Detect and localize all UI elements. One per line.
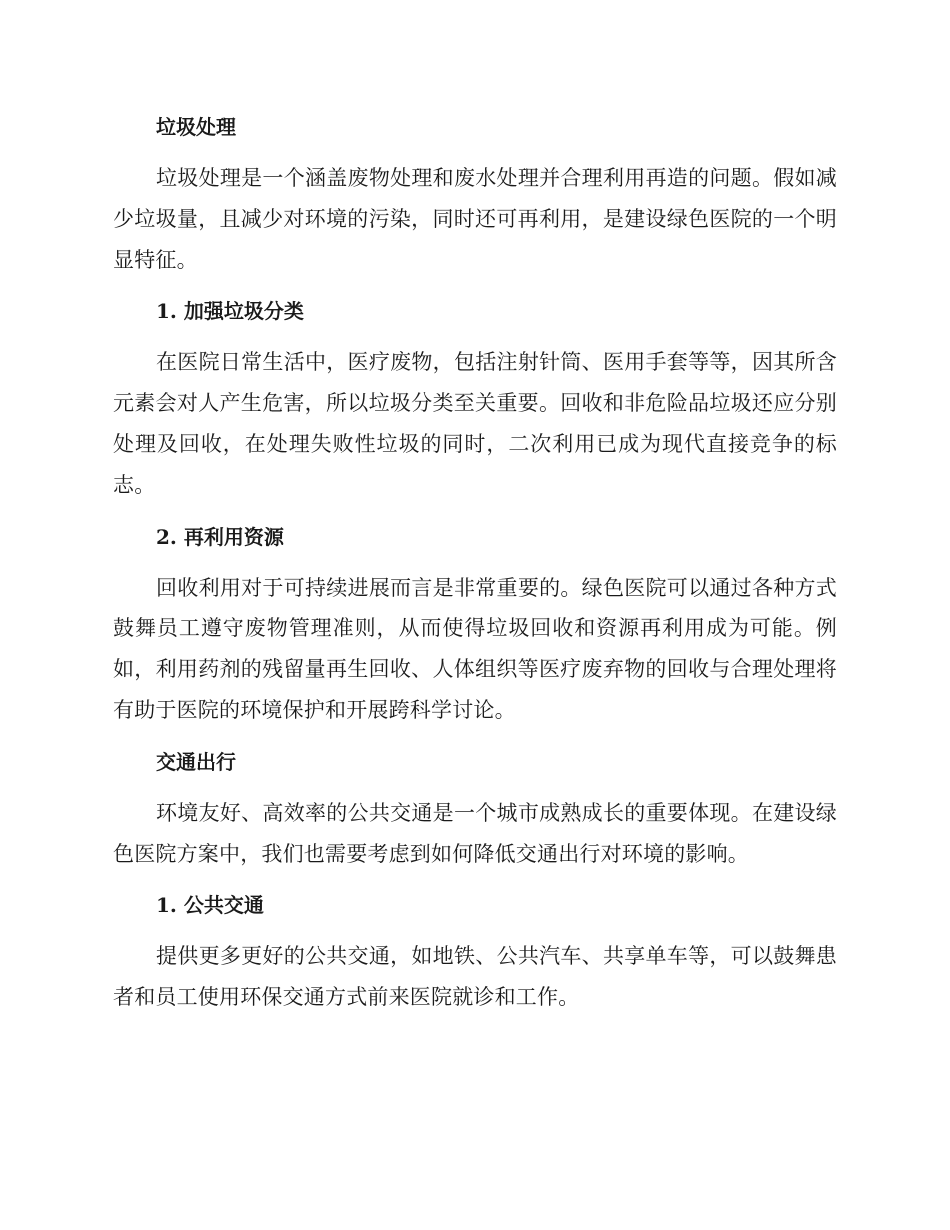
subheading-sorting: 1. 加强垃圾分类 (156, 299, 304, 324)
paragraph-waste-intro: 垃圾处理是一个涵盖废物处理和废水处理并合理利用再造的问题。假如减少垃圾量，且减少对环境的污染，同时还可再利用，是建设绿色医院的一个明显特征。 (113, 166, 837, 272)
subheading-reuse: 2. 再利用资源 (156, 524, 284, 549)
paragraph-sorting: 在医院日常生活中，医疗废物，包括注射针筒、医用手套等等，因其所含元素会对人产生危害，所以垃圾分类至关重要。回收和非危险品垃圾还应分别处理及回收，在处理失败性垃圾的同时，二次利用已成为现代直接竞争的标志。 (113, 350, 837, 497)
subheading-public-transit: 1. 公共交通 (156, 893, 264, 918)
paragraph-public-transit: 提供更多更好的公共交通，如地铁、公共汽车、共享单车等，可以鼓舞患者和员工使用环保交通方式前来医院就诊和工作。 (113, 944, 837, 1010)
section-heading-waste: 垃圾处理 (156, 115, 236, 139)
paragraph-reuse: 回收利用对于可持续进展而言是非常重要的。绿色医院可以通过各种方式鼓舞员工遵守废物管理准则，从而使得垃圾回收和资源再利用成为可能。例如，利用药剂的残留量再生回收、人体组织等医疗废弃物的回收与合理处理将有助于医院的环境保护和开展跨科学讨论。 (113, 575, 837, 722)
paragraph-transport-intro: 环境友好、高效率的公共交通是一个城市成熟成长的重要体现。在建设绿色医院方案中，我们也需要考虑到如何降低交通出行对环境的影响。 (113, 800, 837, 866)
section-heading-transport: 交通出行 (156, 749, 236, 774)
